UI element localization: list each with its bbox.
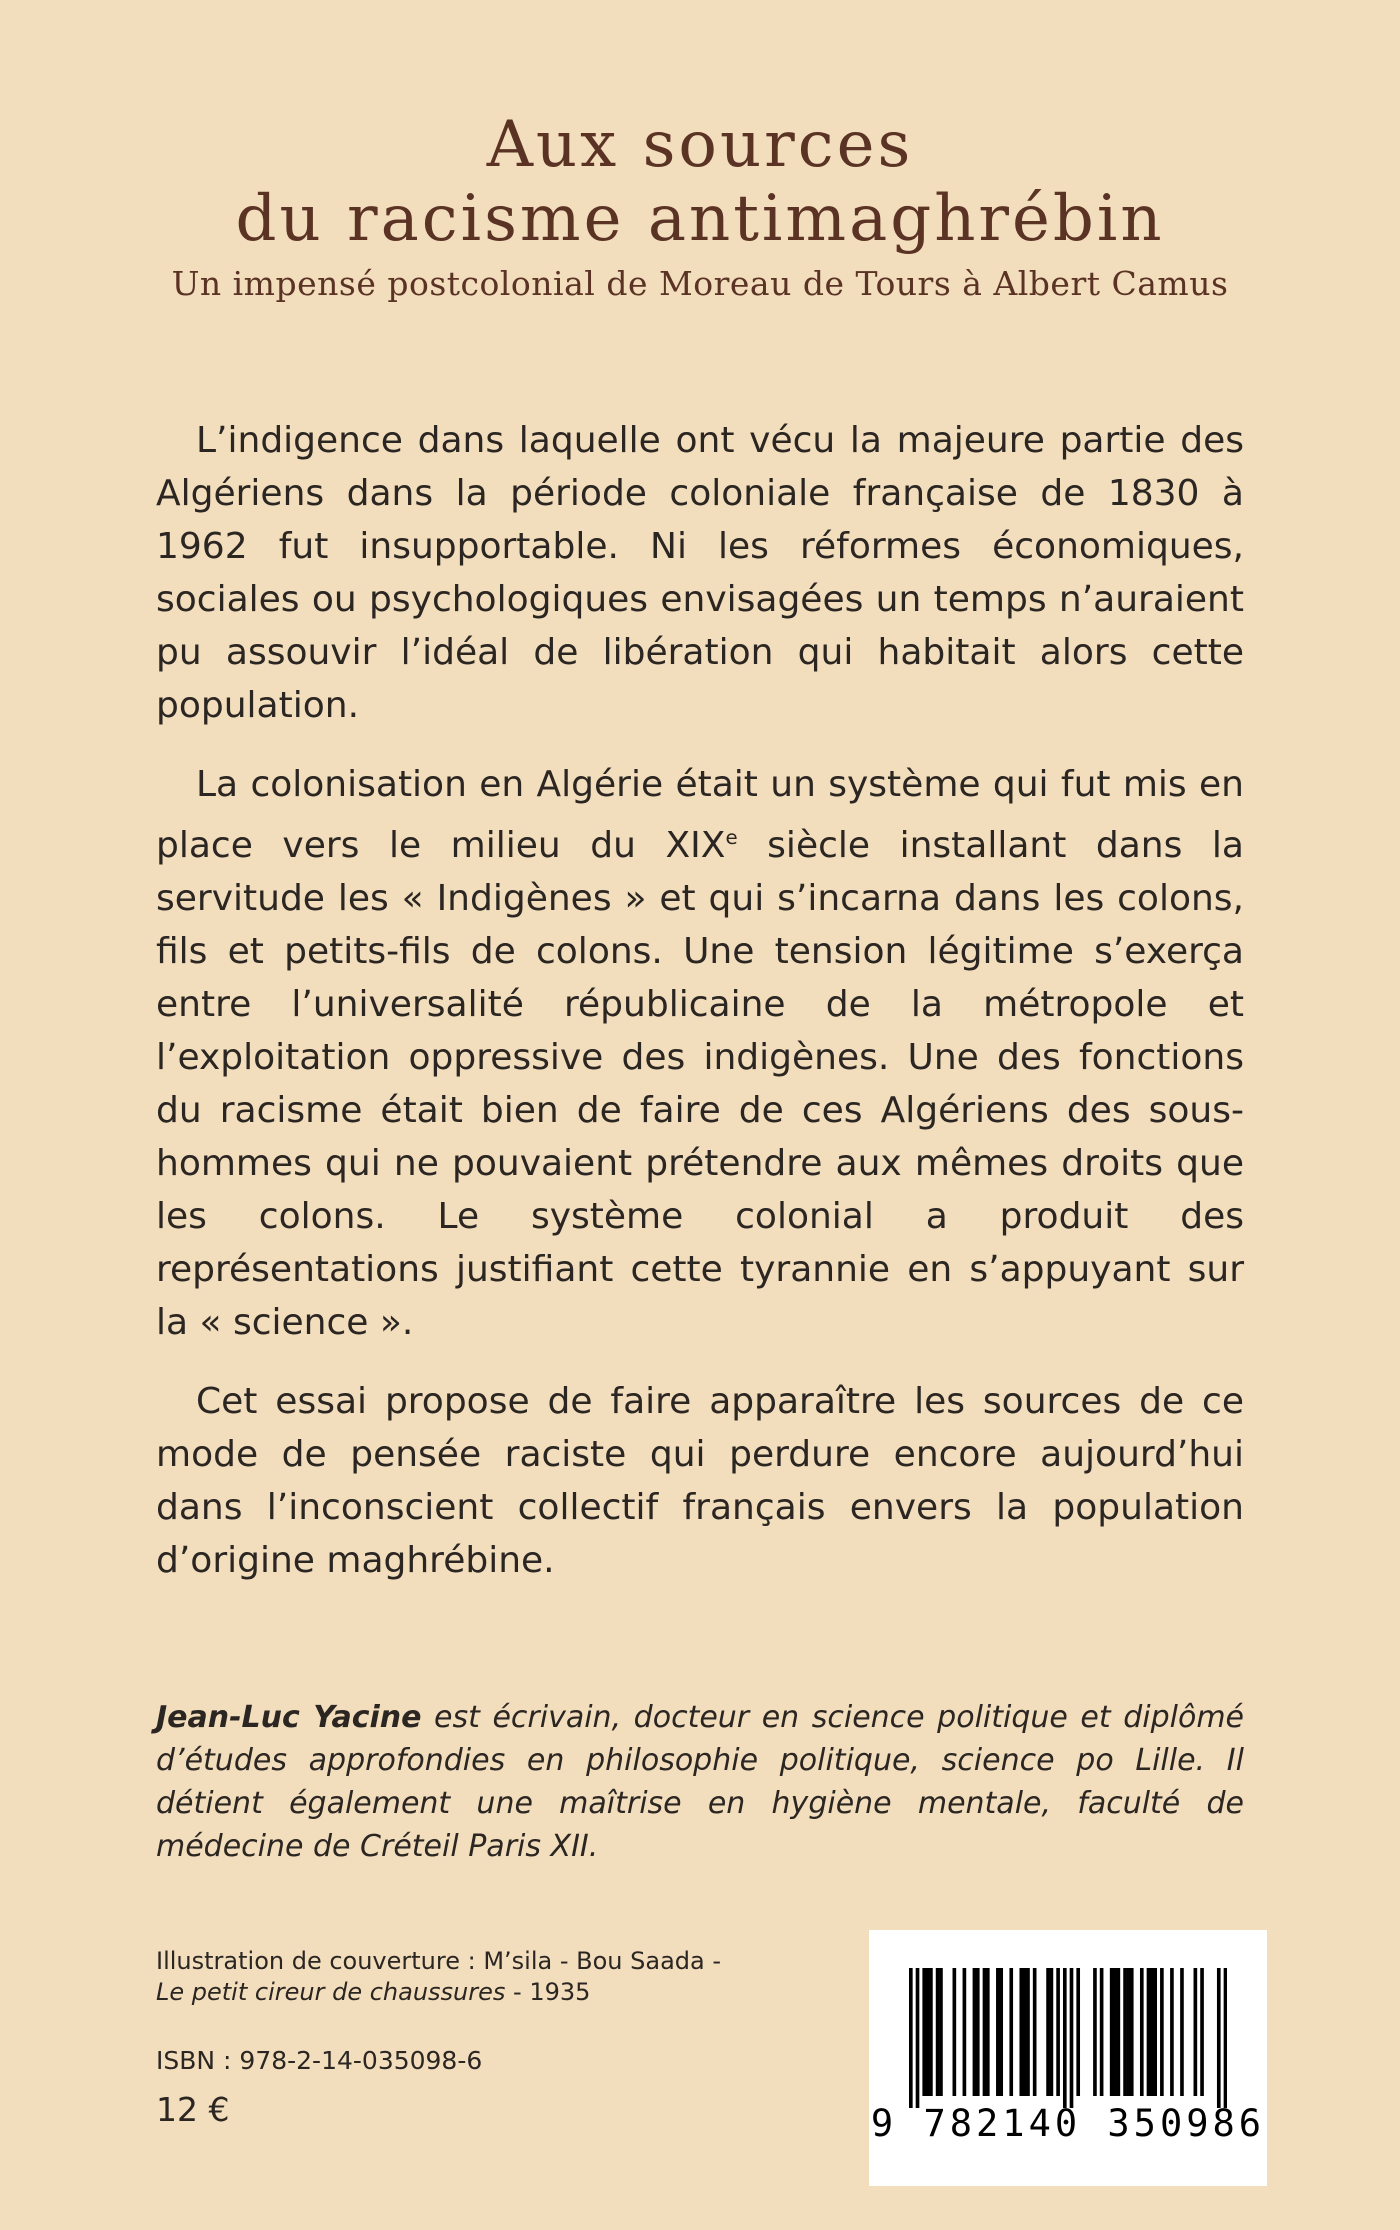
barcode-bar: [983, 1968, 987, 2096]
barcode-bar: [1076, 1968, 1080, 2096]
barcode-bar: [1056, 1968, 1060, 2096]
barcode-bar: [1217, 1968, 1221, 2108]
barcode-bar: [1046, 1968, 1050, 2096]
barcode-digits: 9 782140 350986: [870, 2102, 1266, 2145]
credit-line-2: [156, 1977, 756, 2008]
barcode-bar: [986, 1968, 990, 2096]
blurb-paragraph-3: Cet essai propose de faire apparaître les sources de ce mode de pensée raciste qui perdure encore aujourd’hui dans l’inconscient collectif français envers la population d’origine maghrébine.: [156, 1381, 1244, 1581]
credit-year: - 1935: [505, 1978, 591, 2006]
barcode-bar: [963, 1968, 967, 2096]
barcode-bar: [1063, 1968, 1067, 2108]
barcode-bar: [996, 1968, 1000, 2096]
barcode-bar: [1140, 1968, 1144, 2096]
barcode-bar: [1026, 1968, 1030, 2096]
barcode-bar: [1033, 1968, 1037, 2096]
title-block: [0, 108, 1400, 306]
barcode-bar: [1019, 1968, 1023, 2096]
blurb: [156, 414, 1244, 1613]
blurb-paragraph-1: L’indigence dans laquelle ont vécu la majeure partie des Algériens dans la période coloniale française de 1830 à 1962 fut insupportable. Ni les réformes économiques, sociales ou psychologiques envisagées un temps n’auraient pu assouvir l’idéal de libération qui habitait alors cette population.: [156, 420, 1244, 726]
barcode-bar: [1170, 1968, 1174, 2096]
barcode-bar: [999, 1968, 1003, 2096]
barcode-bar: [1123, 1968, 1127, 2096]
barcode-bar: [1009, 1968, 1013, 2096]
barcode-bar: [1224, 1968, 1227, 2108]
isbn: ISBN : 978-2-14-035098-6: [156, 2046, 483, 2075]
barcode-bar: [973, 1968, 977, 2096]
barcode-bar: [1117, 1968, 1121, 2096]
barcode-bar: [916, 1968, 920, 2108]
blurb-paragraph-2-end: siècle installant dans la servitude les « Indigènes » et qui s’incarna dans les colons, fils et petits-fils de colons. Une tension légitime s’exerça entre l’universalité républicaine de la métropole et l’exploitation oppressive des indigènes. Une des fonctions du racisme était bien de faire de ces Algériens des sous-hommes qui ne pouvaient prétendre aux mêmes droits que les colons. Le système colonial a produit des représentations justifiant cette tyrannie en s’appuyant sur la « science ».: [156, 825, 1244, 1343]
barcode-bar: [1023, 1968, 1027, 2096]
subtitle: Un impensé postcolonial de Moreau de Tours à Albert Camus: [171, 264, 1229, 303]
barcode-bar: [1070, 1968, 1074, 2108]
barcode-bar: [1200, 1968, 1204, 2096]
barcode-bar: [1127, 1968, 1131, 2096]
author-bio: [156, 1696, 1244, 1868]
blurb-paragraph-2-start: La colonisation en Algérie était un système qui fut mis en place vers le milieu du XIX: [156, 764, 1244, 866]
credit-line-1: Illustration de couverture : M’sila - Bou Saada -: [156, 1947, 722, 1975]
barcode-bar: [1153, 1968, 1157, 2096]
blurb-paragraph-2: [156, 758, 1244, 1349]
author-name: Jean-Luc Yacine: [156, 1700, 422, 1735]
barcode-bar: [1093, 1968, 1097, 2096]
barcode-bar: [1147, 1968, 1151, 2096]
barcode-bar: [922, 1968, 926, 2096]
barcode-bar: [1050, 1968, 1054, 2096]
century-superscript: e: [725, 826, 738, 849]
barcode-bar: [1130, 1968, 1134, 2096]
barcode-bar: [909, 1968, 913, 2108]
barcode-bar: [1113, 1968, 1117, 2096]
barcode-bar: [1180, 1968, 1184, 2096]
barcode-bar: [929, 1968, 933, 2096]
barcode-bar: [1150, 1968, 1154, 2096]
barcode-bar: [926, 1968, 930, 2096]
price: 12 €: [156, 2090, 230, 2129]
barcode-bars: [909, 1968, 1227, 2108]
barcode-bar: [953, 1968, 957, 2096]
credit-work-title: Le petit cireur de chaussures: [156, 1978, 506, 2006]
title-line-2: du racisme antimaghrébin: [235, 182, 1165, 256]
barcode-bar: [1110, 1968, 1114, 2096]
author-bio-text: est écrivain, docteur en science politique et diplômé d’études approfondies en philosophie politique, science po Lille. Il détient également une maîtrise en hygiène mentale, faculté de médecine de Créteil Paris XII.: [156, 1700, 1245, 1864]
barcode-bar: [1160, 1968, 1164, 2096]
illustration-credit: [156, 1946, 756, 2008]
barcode-bar: [1194, 1968, 1198, 2096]
barcode-bar: [936, 1968, 940, 2096]
title-line-1: Aux sources: [486, 108, 914, 182]
barcode-bar: [939, 1968, 943, 2096]
barcode: [869, 1930, 1267, 2186]
barcode-bar: [1100, 1968, 1104, 2096]
barcode-bar: [976, 1968, 980, 2096]
